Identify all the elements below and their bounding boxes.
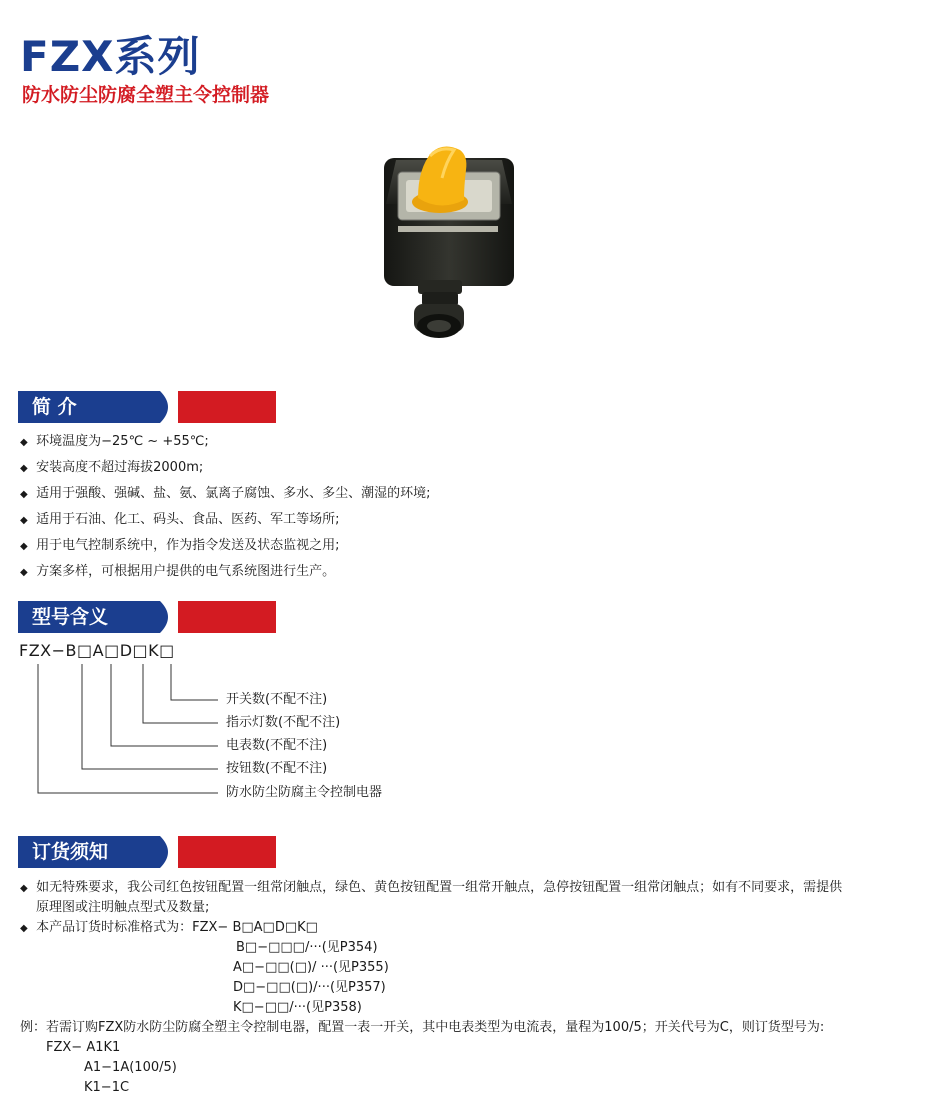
- diamond-icon: ◆: [20, 567, 28, 578]
- order-note-1: ◆ 如无特殊要求，我公司红色按钮配置一组常闭触点，绿色、黄色按钮配置一组常开触点，急停按钮配置一组常闭触点；如有不同要求，需提供: [20, 878, 842, 899]
- product-photo: [378, 140, 518, 350]
- intro-list: [20, 429, 431, 585]
- order-section-bar: [18, 836, 276, 868]
- diamond-icon: ◆: [20, 463, 28, 474]
- list-item: ◆ 方案多样，可根据用户提供的电气系统图进行生产。: [20, 559, 431, 585]
- model-label-switch: 开关数(不配不注): [226, 692, 328, 707]
- diamond-icon: ◆: [20, 437, 28, 448]
- model-heading: 型号含义: [32, 606, 109, 628]
- order-example: 例：若需订购FZX防水防尘防腐全塑主令控制电器，配置一表一开关，其中电表类型为电流表，量程为100/5；开关代号为C，则订货型号为:: [20, 1020, 825, 1035]
- model-code: FZX−B□A□D□K□: [19, 641, 175, 660]
- page-subtitle: 防水防尘防腐全塑主令控制器: [22, 84, 270, 106]
- diamond-icon: ◆: [20, 489, 28, 500]
- model-label-button: 按钮数(不配不注): [226, 761, 328, 776]
- order-note-1-cont: 原理图或注明触点型式及数量;: [36, 900, 210, 915]
- list-item: ◆ 用于电气控制系统中，作为指令发送及状态监视之用;: [20, 533, 431, 559]
- diamond-icon: ◆: [20, 883, 28, 894]
- diamond-icon: ◆: [20, 923, 28, 934]
- diamond-icon: ◆: [20, 541, 28, 552]
- list-item: ◆ 安装高度不超过海拔2000m;: [20, 455, 431, 481]
- order-format-a: A□−□□(□)/ ···(见P355): [233, 960, 389, 975]
- model-section-bar: [18, 601, 276, 633]
- order-format-k: K□−□□/···(见P358): [233, 1000, 362, 1015]
- order-format-b: B□−□□□/···(见P354): [236, 940, 378, 955]
- order-note-2: ◆ 本产品订货时标准格式为：FZX− B□A□D□K□: [20, 918, 318, 939]
- order-heading: 订货须知: [32, 841, 109, 863]
- model-label-meter: 电表数(不配不注): [226, 738, 328, 753]
- list-item: ◆ 适用于强酸、强碱、盐、氨、氯离子腐蚀、多水、多尘、潮湿的环境;: [20, 481, 431, 507]
- order-example-model: FZX− A1K1: [46, 1040, 121, 1055]
- page-title: FZX系列: [20, 32, 201, 81]
- model-label-controller: 防水防尘防腐主令控制电器: [226, 785, 383, 800]
- order-example-line: K1−1C: [84, 1080, 130, 1095]
- intro-heading: 简 介: [32, 396, 77, 418]
- intro-section-bar: [18, 391, 276, 423]
- list-item: ◆ 环境温度为−25℃ ~ +55℃;: [20, 429, 431, 455]
- list-item: ◆ 适用于石油、化工、码头、食品、医药、军工等场所;: [20, 507, 431, 533]
- diamond-icon: ◆: [20, 515, 28, 526]
- model-label-indicator: 指示灯数(不配不注): [226, 715, 341, 730]
- order-format-d: D□−□□(□)/···(见P357): [233, 980, 386, 995]
- order-example-line: A1−1A(100/5): [84, 1060, 177, 1075]
